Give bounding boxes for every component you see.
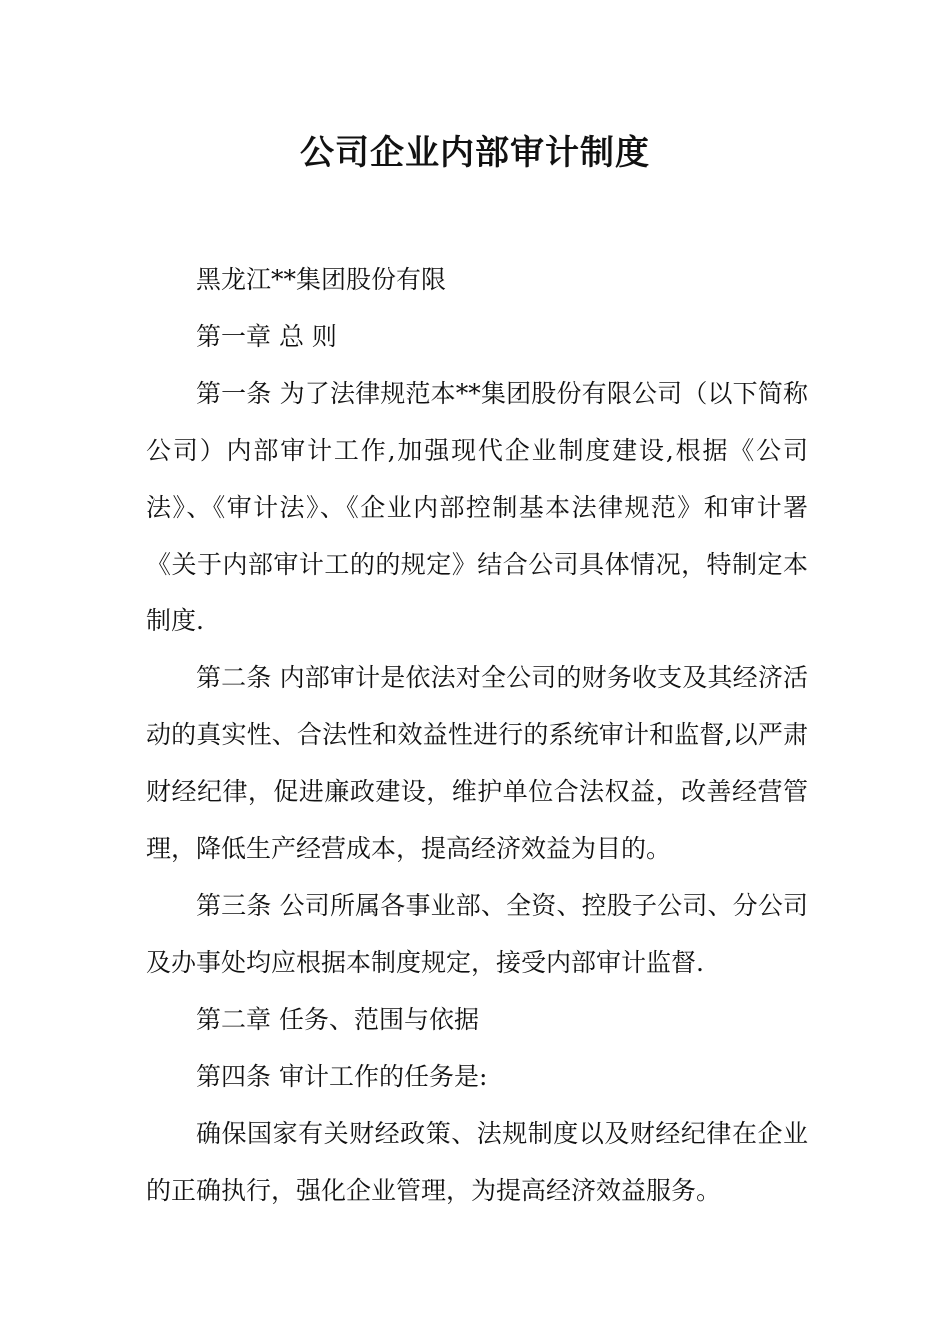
chapter-1-heading: 第一章 总 则 [196, 321, 337, 351]
article-2: 第二条 内部审计是依法对全公司的财务收支及其经济活动的真实性、合法性和效益性进行的系统审计和监督,以严肃财经纪律，促进廉政建设，维护单位合法权益，改善经营管理，降低生产经营成本，提高经济效益为目的。 [146, 663, 808, 864]
article-4: 第四条 审计工作的任务是: [196, 1061, 488, 1091]
article-3: 第三条 公司所属各事业部、全资、控股子公司、分公司及办事处均应根据本制度规定，接受内部审计监督. [146, 890, 808, 977]
document-title: 公司企业内部审计制度 [300, 133, 650, 173]
article-1: 第一条 为了法律规范本**集团股份有限公司（以下简称公司）内部审计工作,加强现代企业制度建设,根据《公司法》、《审计法》、《企业内部控制基本法律规范》和审计署《关于内部审计工的的规定》结合公司具体情况，特制定本制度. [146, 378, 808, 636]
article-4-task-1: 确保国家有关财经政策、法规制度以及财经纪律在企业的正确执行，强化企业管理，为提高经济效益服务。 [146, 1118, 808, 1205]
document-body [146, 252, 808, 1219]
company-name-line: 黑龙江**集团股份有限 [196, 265, 447, 294]
chapter-2-heading: 第二章 任务、范围与依据 [196, 1004, 479, 1034]
